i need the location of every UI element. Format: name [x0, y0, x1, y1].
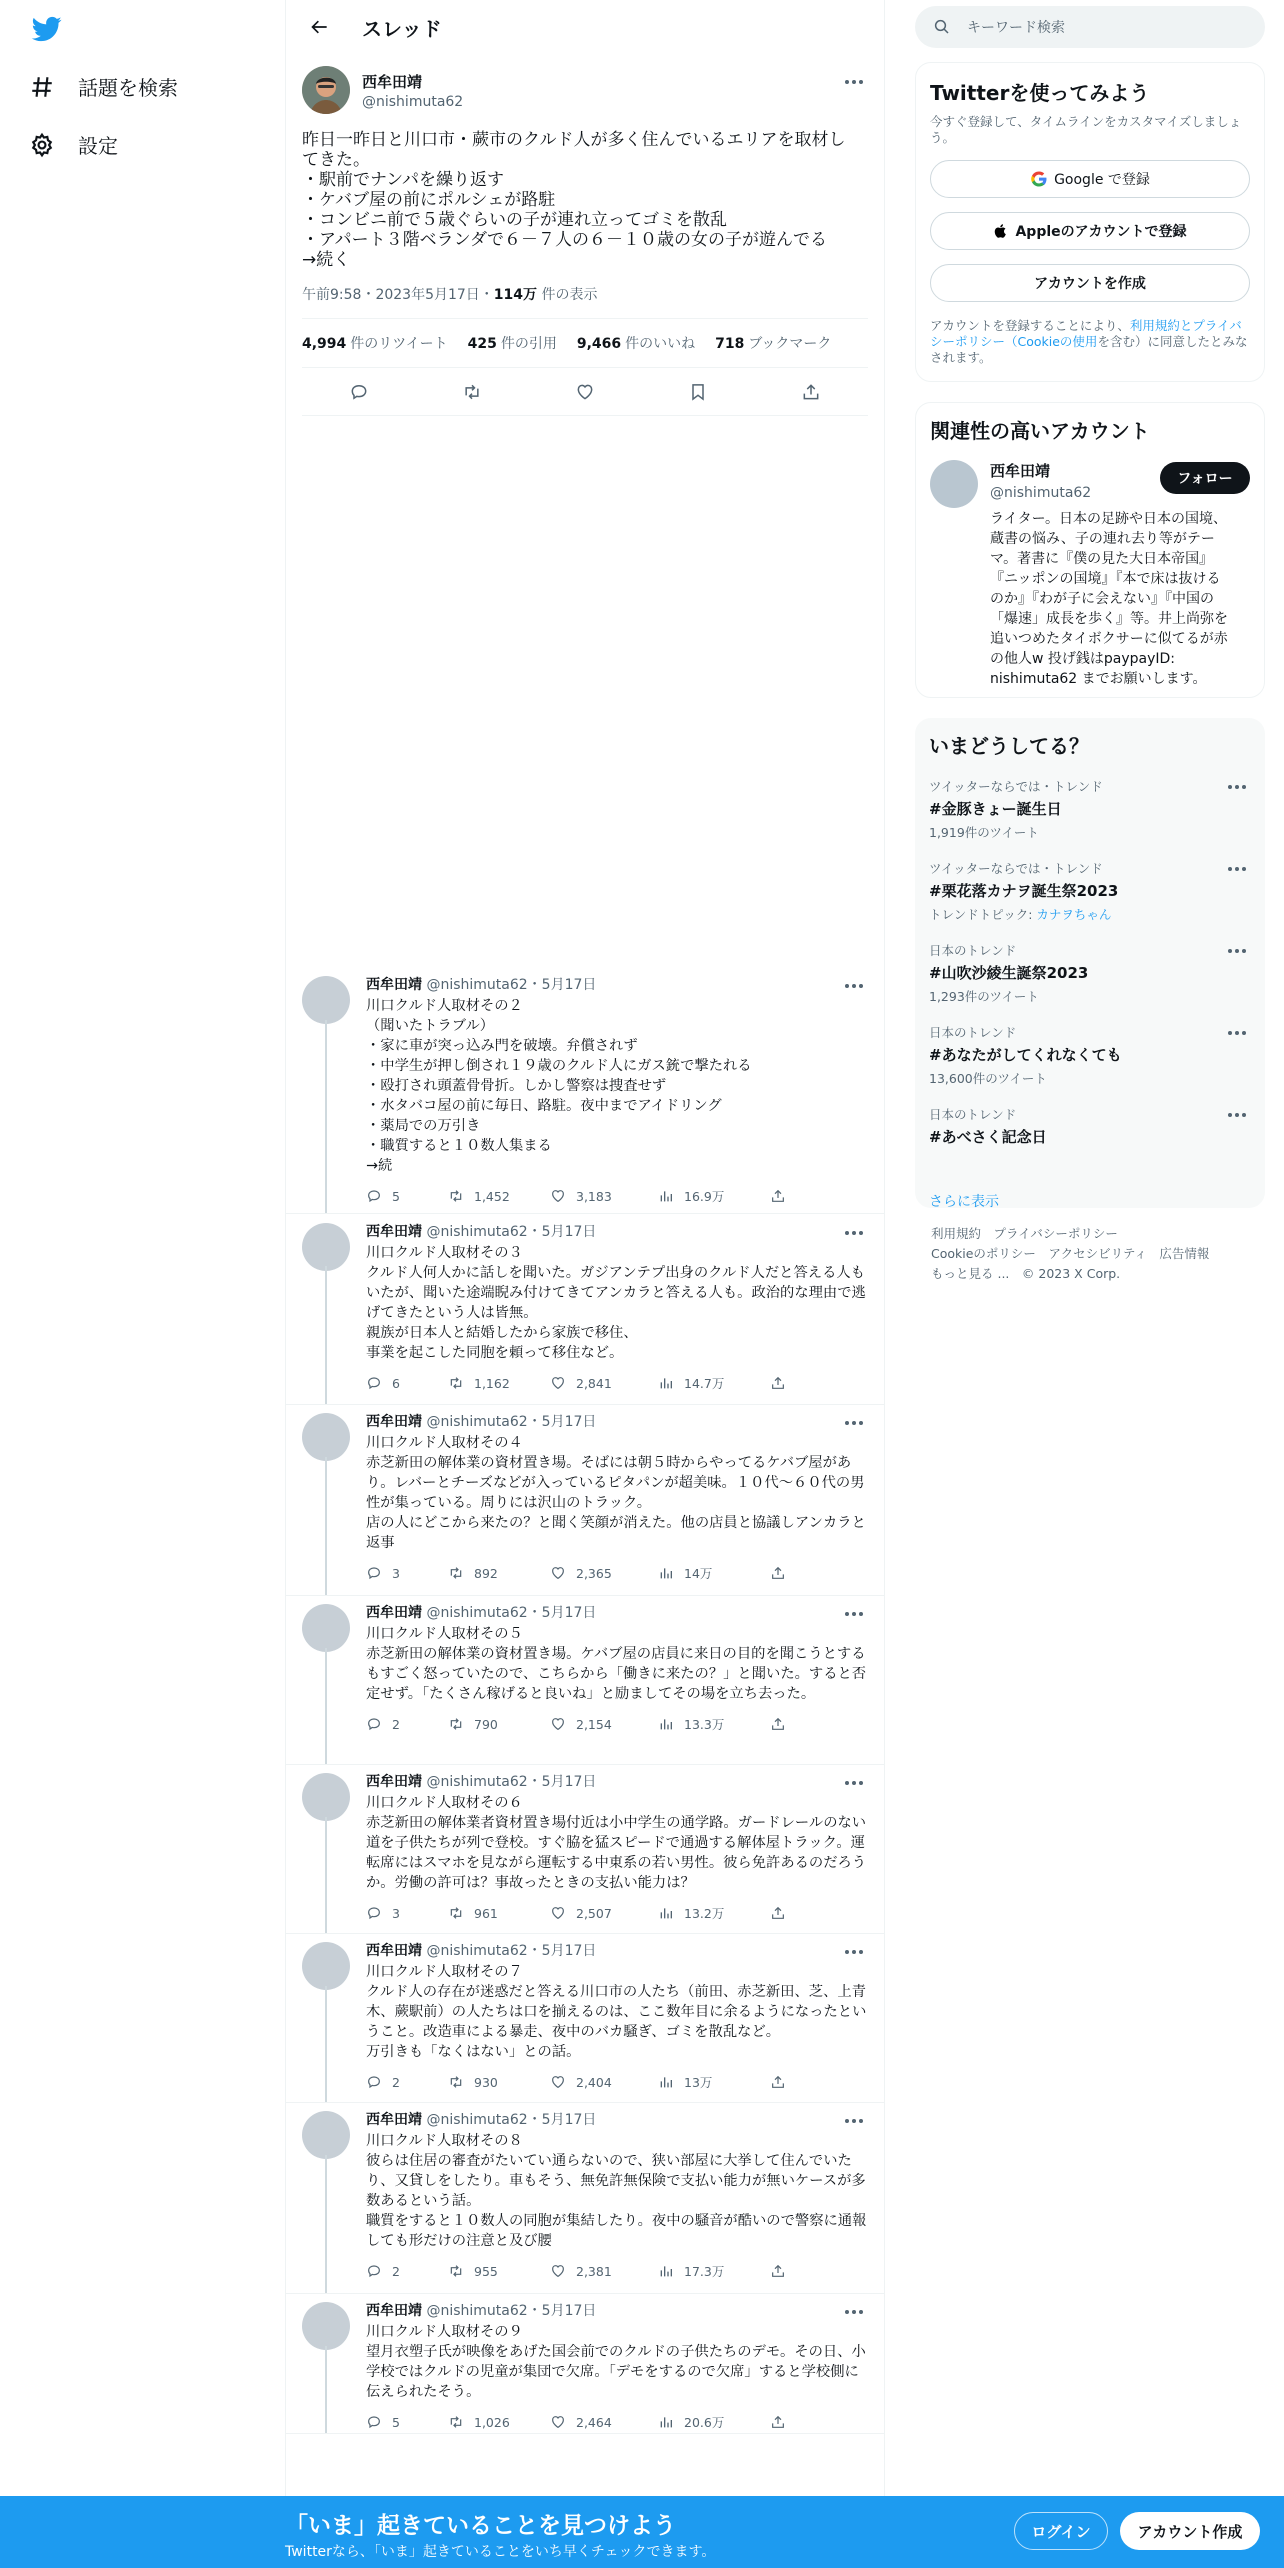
- avatar[interactable]: [302, 1773, 350, 1821]
- retweet-count: 790: [474, 1716, 498, 1732]
- share-button[interactable]: [770, 2074, 786, 2090]
- like-button[interactable]: [550, 2263, 658, 2279]
- thread-line: [325, 1817, 327, 1933]
- reply-meta[interactable]: @nishimuta62・5月17日: [426, 1605, 597, 1621]
- retweet-icon: [448, 1565, 464, 1581]
- trend-title: #あべさく記念日: [929, 1128, 1047, 1146]
- footer-copyright: © 2023 X Corp.: [1021, 1266, 1121, 1281]
- tweet-timestamp[interactable]: 午前9:58・2023年5月17日・: [302, 287, 494, 303]
- like-count: 2,507: [576, 1905, 612, 1921]
- reply-count: 2: [392, 2263, 400, 2279]
- more-icon[interactable]: [840, 1604, 868, 1624]
- share-icon: [770, 2074, 786, 2090]
- reply-actions: [366, 2062, 868, 2102]
- reply-text: 川口クルド人取材その９ 望月衣塑子氏が映像をあげた国会前でのクルドの子供たちのデモ。その日、小学校ではクルドの児童が集団で欠席。「デモをするので欠席」すると学校側に伝えられたそう。: [366, 2324, 866, 2400]
- empty-area: [286, 416, 884, 968]
- trend-count: トレンドトピック: カナヲちゃん: [929, 907, 1112, 922]
- views-icon: [658, 1375, 674, 1391]
- reply-author-name[interactable]: 西牟田靖: [366, 2303, 422, 2319]
- share-icon: [770, 2414, 786, 2430]
- reply-text: 川口クルド人取材その７ クルド人の存在が迷惑だと答える川口市の人たち（前田、赤芝新田、芝、上青木、蕨駅前）の人たちは口を揃えるのは、ここ数年目に余るようになったということ。改造車による暴走、夜中のバカ騒ぎ、ゴミを散乱など。 万引きも「なくはない」との話。: [366, 1964, 867, 2060]
- trend-count: 13,600件のツイート: [929, 1071, 1047, 1086]
- share-button[interactable]: [770, 2414, 786, 2430]
- avatar[interactable]: [302, 1413, 350, 1461]
- views-icon: [658, 2414, 674, 2430]
- like-icon: [550, 1565, 566, 1581]
- apple-icon: [993, 223, 1009, 239]
- trend-list: [929, 777, 1251, 1187]
- main-tweet-meta: [302, 284, 868, 319]
- views-icon: [658, 1565, 674, 1581]
- retweet-button[interactable]: [448, 2074, 550, 2090]
- more-icon[interactable]: [1223, 941, 1251, 961]
- reply-actions: [366, 2251, 868, 2291]
- hashtag-icon: [28, 73, 56, 101]
- main-tweet-text: 昨日一昨日と川口市・蕨市のクルド人が多く住んでいるエリアを取材してきた。 ・駅前でナンパを繰り返す ・ケバブ屋の前にポルシェが路駐 ・コンビニ前で５歳ぐらいの子が連れ立ってゴミを散乱 ・アパート３階ベランダで６－７人の６－１０歳の女の子が遊んでる →続く: [302, 130, 846, 270]
- more-icon[interactable]: [840, 1942, 868, 1962]
- reply-tweet[interactable]: [286, 1765, 884, 1934]
- left-nav: [0, 0, 285, 2568]
- trend-topic-link[interactable]: カナヲちゃん: [1036, 907, 1112, 922]
- reply-button[interactable]: [366, 1188, 448, 1204]
- trends-title: いまどうしてる？: [929, 734, 1089, 758]
- views-count: 14.7万: [684, 1376, 725, 1391]
- retweet-count: 1,162: [474, 1375, 510, 1391]
- reply-tweet[interactable]: [286, 1596, 884, 1765]
- share-icon: [770, 1375, 786, 1391]
- search-icon: [933, 18, 951, 36]
- author-name[interactable]: 西牟田靖: [362, 72, 423, 91]
- share-button[interactable]: [770, 1905, 786, 1921]
- like-count: 3,183: [576, 1188, 612, 1204]
- views-icon: [658, 1188, 674, 1204]
- share-button[interactable]: [770, 2263, 786, 2279]
- reply-button[interactable]: [366, 1716, 448, 1732]
- share-icon[interactable]: [791, 372, 831, 412]
- reply-text: 川口クルド人取材その８ 彼らは住居の審査がたいてい通らないので、狭い部屋に大挙して住んでいたり、又貸しをしたり。車もそう、無免許無保険で支払い能力が無いケースが多数あるという話。 職質をすると１０数人の同胞が集結したり。夜中の騒音が酷いので警察に通報しても形だけの注意と及び腰: [366, 2133, 867, 2249]
- reply-tweet[interactable]: [286, 1405, 884, 1596]
- reply-button[interactable]: [366, 2414, 448, 2430]
- reply-button[interactable]: [366, 1565, 448, 1581]
- reply-header: [366, 1413, 868, 1431]
- more-icon[interactable]: [840, 1773, 868, 1793]
- retweet-button[interactable]: [448, 1905, 550, 1921]
- reply-list: [286, 968, 884, 2434]
- related-accounts-card: [915, 402, 1265, 698]
- trend-item[interactable]: [929, 859, 1251, 941]
- views-button[interactable]: [658, 1374, 770, 1392]
- reply-count: 5: [392, 2414, 400, 2430]
- reply-count: 2: [392, 1716, 400, 1732]
- trend-title: #金豚きょー誕生日: [929, 800, 1062, 818]
- trend-item[interactable]: [929, 777, 1251, 859]
- reply-icon: [366, 1375, 382, 1391]
- views-icon: [658, 2263, 674, 2279]
- more-icon[interactable]: [840, 2111, 868, 2131]
- more-icon[interactable]: [1223, 1023, 1251, 1043]
- retweet-button[interactable]: [448, 1565, 550, 1581]
- retweet-count: 955: [474, 2263, 498, 2279]
- like-button[interactable]: [550, 1716, 658, 1732]
- more-icon[interactable]: [1223, 859, 1251, 879]
- thread-column: [285, 0, 885, 2568]
- reply-text: 川口クルド人取材その４ 赤芝新田の解体業の資材置き場。そばには朝５時からやってるケバブ屋があり。レバーとチーズなどが入っているピタパンが超美味。１０代～６０代の男性が集っている。周りには沢山のトラック。 店の人にどこから来たの？と聞く笑顔が消えた。他の店員と協議しアンカラと返事: [366, 1435, 866, 1551]
- retweet-stat[interactable]: 4,994 件のリツイート: [302, 336, 448, 352]
- views-count: 14万: [684, 1566, 713, 1581]
- trend-category: 日本のトレンド: [929, 1107, 1017, 1122]
- like-button[interactable]: [550, 1375, 658, 1391]
- reply-meta[interactable]: @nishimuta62・5月17日: [426, 977, 597, 993]
- share-icon: [770, 1188, 786, 1204]
- author-handle[interactable]: @nishimuta62: [362, 93, 464, 110]
- reply-count: 3: [392, 1905, 400, 1921]
- footer-links: [931, 1224, 1209, 1284]
- thread-line: [325, 1986, 327, 2102]
- reply-text: 川口クルド人取材その５ 赤芝新田の解体業の資材置き場。ケバブ屋の店員に来日の目的を聞こうとするもすごく怒っていたので、こちらから「働きに来たの？」と聞いた。すると否定せず。「たくさん稼げると良いね」と励ましてその場を立ち去った。: [366, 1626, 867, 1702]
- bookmark-stat[interactable]: 718 ブックマーク: [715, 336, 832, 352]
- like-stat[interactable]: 9,466 件のいいね: [576, 336, 696, 352]
- view-label: 件の表示: [537, 287, 598, 303]
- like-icon: [550, 1375, 566, 1391]
- reply-icon: [366, 2263, 382, 2279]
- footer-more[interactable]: もっと見る ...: [931, 1266, 1010, 1281]
- more-icon[interactable]: [840, 1413, 868, 1433]
- retweet-count: 930: [474, 2074, 498, 2090]
- more-icon[interactable]: [840, 976, 868, 996]
- reply-header: [366, 1773, 868, 1791]
- follow-button[interactable]: フォロー: [1160, 462, 1250, 494]
- retweet-icon[interactable]: [452, 372, 492, 412]
- reply-button[interactable]: [366, 2263, 448, 2279]
- retweet-icon: [448, 2414, 464, 2430]
- reply-author-name[interactable]: 西牟田靖: [366, 2112, 422, 2128]
- retweet-button[interactable]: [448, 2414, 550, 2430]
- trend-category: 日本のトレンド: [929, 943, 1017, 958]
- footer-cookie[interactable]: Cookieのポリシー: [931, 1246, 1036, 1261]
- trend-title: #山吹沙綾生誕祭2023: [929, 964, 1089, 982]
- reply-meta[interactable]: @nishimuta62・5月17日: [426, 1774, 597, 1790]
- trends-card: [915, 718, 1265, 1208]
- create-account-button[interactable]: アカウントを作成: [930, 264, 1250, 302]
- reply-icon[interactable]: [339, 372, 379, 412]
- related-handle[interactable]: @nishimuta62: [990, 485, 1092, 501]
- nav-settings[interactable]: [28, 130, 118, 159]
- reply-header: [366, 1223, 868, 1241]
- avatar[interactable]: [302, 2302, 350, 2350]
- reply-tweet[interactable]: [286, 2294, 884, 2434]
- reply-actions: [366, 1363, 868, 1403]
- reply-button[interactable]: [366, 1905, 448, 1921]
- reply-actions: [366, 1553, 868, 1593]
- retweet-count: 1,026: [474, 2414, 510, 2430]
- trend-item[interactable]: [929, 1023, 1251, 1105]
- retweet-count: 892: [474, 1565, 498, 1581]
- like-count: 2,464: [576, 2414, 612, 2430]
- avatar[interactable]: [302, 66, 350, 114]
- main-tweet-stats: [302, 319, 868, 368]
- reply-text: 川口クルド人取材その２ （聞いたトラブル） ・家に車が突っ込み門を破壊。弁償されず ・中学生が押し倒され１９歳のクルド人にガス銃で撃たれる ・殴打され頭蓋骨骨折。しかし警察は捜査せず ・水タバコ屋の前に毎日、路駐。夜中までアイドリング ・薬局での万引き ・職質すると１０数人集まる →続: [366, 998, 752, 1174]
- reply-actions: [366, 1176, 868, 1216]
- thread-line: [325, 2346, 327, 2433]
- like-button[interactable]: [550, 2074, 658, 2090]
- reply-count: 5: [392, 1188, 400, 1204]
- like-count: 2,381: [576, 2263, 612, 2279]
- related-bio: ライター。日本の足跡や日本の国境、蔵書の悩み、子の連れ去り等がテーマ。著書に『僕の見た大日本帝国』『ニッポンの国境』『本で床は抜けるのか』『わが子に会えない』『中国の「爆速」成長を歩く』等。井上尚弥を追いつめたタイボクサーに似てるが赤の他人w 投げ銭はpaypayID: nishimuta62 までお願いします。: [990, 511, 1228, 687]
- signup-legal: アカウントを登録することにより、利用規約とプライバシーポリシー（Cookieの使用を含む）に同意したとみなされます。: [930, 318, 1248, 365]
- like-icon: [550, 1905, 566, 1921]
- nav-explore-label: 話題を検索: [78, 76, 178, 100]
- google-signup-button[interactable]: Google で登録: [930, 160, 1250, 198]
- signup-button[interactable]: アカウント作成: [1120, 2512, 1260, 2550]
- like-button[interactable]: [550, 2414, 658, 2430]
- views-count: 20.6万: [684, 2415, 725, 2430]
- share-button[interactable]: [770, 1565, 786, 1581]
- views-button[interactable]: [658, 2262, 770, 2280]
- thread-header: [286, 0, 884, 54]
- views-button[interactable]: [658, 2073, 770, 2091]
- reply-meta[interactable]: @nishimuta62・5月17日: [426, 1943, 597, 1959]
- reply-button[interactable]: [366, 2074, 448, 2090]
- reply-header: [366, 2302, 868, 2320]
- like-icon: [550, 1716, 566, 1732]
- avatar[interactable]: [302, 1942, 350, 1990]
- trend-category: ツイッターならでは・トレンド: [929, 861, 1103, 876]
- trend-item[interactable]: [929, 941, 1251, 1023]
- more-icon[interactable]: [840, 1223, 868, 1243]
- related-account[interactable]: [930, 460, 1250, 700]
- like-icon: [550, 2414, 566, 2430]
- footer-privacy[interactable]: プライバシーポリシー: [993, 1226, 1118, 1241]
- share-button[interactable]: [770, 1716, 786, 1732]
- like-count: 2,404: [576, 2074, 612, 2090]
- thread-line: [325, 1020, 327, 1213]
- avatar[interactable]: [302, 976, 350, 1024]
- reply-count: 3: [392, 1565, 400, 1581]
- retweet-count: 1,452: [474, 1188, 510, 1204]
- reply-author-name[interactable]: 西牟田靖: [366, 977, 422, 993]
- views-icon: [658, 1905, 674, 1921]
- views-button[interactable]: [658, 2413, 770, 2431]
- reply-tweet[interactable]: [286, 2103, 884, 2294]
- avatar[interactable]: [302, 1223, 350, 1271]
- retweet-icon: [448, 1188, 464, 1204]
- reply-actions: [366, 1893, 868, 1933]
- reply-icon: [366, 2414, 382, 2430]
- views-button[interactable]: [658, 1187, 770, 1205]
- like-icon: [550, 2074, 566, 2090]
- avatar[interactable]: [302, 2111, 350, 2159]
- reply-meta[interactable]: @nishimuta62・5月17日: [426, 1224, 597, 1240]
- related-title: 関連性の高いアカウント: [930, 419, 1150, 443]
- thread-line: [325, 1457, 327, 1595]
- main-tweet-author: [302, 64, 868, 116]
- share-icon: [770, 1716, 786, 1732]
- search-placeholder: キーワード検索: [967, 20, 1065, 36]
- login-button[interactable]: ログイン: [1014, 2512, 1108, 2550]
- reply-icon: [366, 2074, 382, 2090]
- retweet-icon: [448, 2263, 464, 2279]
- thread-title: スレッド: [362, 16, 442, 41]
- reply-text: 川口クルド人取材その３ クルド人何人かに話しを聞いた。ガジアンテプ出身のクルド人だと答える人もいたが、聞いた途端睨み付けてきてアンカラと答える人も。政治的な理由で逃げてきたという人は皆無。 親族が日本人と結婚したから家族で移住、 事業を起こした同胞を頼って移住など。: [366, 1245, 866, 1361]
- trend-count: 1,293件のツイート: [929, 989, 1039, 1004]
- signup-sub: 今すぐ登録して、タイムラインをカスタマイズしましょう。: [930, 114, 1242, 145]
- bookmark-icon[interactable]: [678, 372, 718, 412]
- reply-tweet[interactable]: [286, 968, 884, 1214]
- reply-button[interactable]: [366, 1375, 448, 1391]
- like-button[interactable]: [550, 1905, 658, 1921]
- reply-header: [366, 2111, 868, 2129]
- share-icon: [770, 2263, 786, 2279]
- more-icon[interactable]: [840, 72, 868, 92]
- reply-header: [366, 1942, 868, 1960]
- like-icon[interactable]: [565, 372, 605, 412]
- reply-actions: [366, 2402, 868, 2442]
- retweet-icon: [448, 1375, 464, 1391]
- reply-tweet[interactable]: [286, 1214, 884, 1405]
- views-button[interactable]: [658, 1564, 770, 1582]
- like-count: 2,365: [576, 1565, 612, 1581]
- views-button[interactable]: [658, 1715, 770, 1733]
- views-count: 13万: [684, 2075, 713, 2090]
- twitter-logo-icon[interactable]: [30, 14, 64, 44]
- terms-link[interactable]: 利用規約とプライバシーポリシー（Cookieの使用: [930, 318, 1242, 349]
- reply-author-name[interactable]: 西牟田靖: [366, 1414, 422, 1430]
- thread-line: [325, 2155, 327, 2293]
- google-icon: [1030, 170, 1048, 188]
- views-count: 13.3万: [684, 1717, 725, 1732]
- main-tweet: [286, 54, 884, 416]
- footer-terms[interactable]: 利用規約: [931, 1226, 982, 1241]
- reply-meta[interactable]: @nishimuta62・5月17日: [426, 2303, 597, 2319]
- trend-item[interactable]: [929, 1105, 1251, 1187]
- more-icon[interactable]: [840, 2302, 868, 2322]
- like-count: 2,841: [576, 1375, 612, 1391]
- search-input[interactable]: [915, 6, 1265, 48]
- thread-line: [325, 1266, 327, 1404]
- trend-category: 日本のトレンド: [929, 1025, 1017, 1040]
- like-button[interactable]: [550, 1565, 658, 1581]
- quote-stat[interactable]: 425 件の引用: [467, 336, 557, 352]
- footer-ads[interactable]: 広告情報: [1159, 1246, 1210, 1261]
- like-icon: [550, 1188, 566, 1204]
- like-count: 2,154: [576, 1716, 612, 1732]
- apple-signup-button[interactable]: Appleのアカウントで登録: [930, 212, 1250, 250]
- reply-actions: [366, 1704, 868, 1744]
- reply-author-name[interactable]: 西牟田靖: [366, 1943, 422, 1959]
- reply-meta[interactable]: @nishimuta62・5月17日: [426, 1414, 597, 1430]
- reply-tweet[interactable]: [286, 1934, 884, 2103]
- avatar[interactable]: [930, 460, 978, 508]
- retweet-icon: [448, 1716, 464, 1732]
- reply-text: 川口クルド人取材その６ 赤芝新田の解体業者資材置き場付近は小中学生の通学路。ガードレールのない道を子供たちが列で登校。すぐ脇を猛スピードで通過する解体屋トラック。運転席にはスマホを見ながら運転する中東系の若い男性。彼ら免許あるのだろうか。労働の許可は？事故ったときの支払い能力は？: [366, 1795, 867, 1891]
- related-name[interactable]: 西牟田靖: [990, 462, 1051, 480]
- trend-title: #栗花落カナヲ誕生祭2023: [929, 882, 1119, 900]
- retweet-count: 961: [474, 1905, 498, 1921]
- reply-author-name[interactable]: 西牟田靖: [366, 1605, 422, 1621]
- reply-icon: [366, 1565, 382, 1581]
- trend-count: 1,919件のツイート: [929, 825, 1039, 840]
- avatar[interactable]: [302, 1604, 350, 1652]
- views-button[interactable]: [658, 1904, 770, 1922]
- trend-title: #あなたがしてくれなくても: [929, 1046, 1122, 1064]
- reply-count: 6: [392, 1375, 400, 1391]
- reply-header: [366, 1604, 868, 1622]
- like-button[interactable]: [550, 1188, 658, 1204]
- views-icon: [658, 1716, 674, 1732]
- trend-category: ツイッターならでは・トレンド: [929, 779, 1103, 794]
- bottom-signup-bar: [0, 2496, 1284, 2568]
- main-tweet-actions: [302, 368, 868, 416]
- reply-author-name[interactable]: 西牟田靖: [366, 1774, 422, 1790]
- signup-title: Twitterを使ってみよう: [930, 81, 1150, 105]
- reply-icon: [366, 1716, 382, 1732]
- view-count: 114万: [493, 287, 538, 303]
- footer-accessibility[interactable]: アクセシビリティ: [1048, 1246, 1147, 1261]
- retweet-button[interactable]: [448, 1188, 550, 1204]
- gear-icon: [28, 131, 56, 159]
- views-count: 13.2万: [684, 1906, 725, 1921]
- views-count: 17.3万: [684, 2264, 725, 2279]
- reply-icon: [366, 1188, 382, 1204]
- share-button[interactable]: [770, 1188, 786, 1204]
- reply-icon: [366, 1905, 382, 1921]
- thread-line: [325, 1648, 327, 1764]
- views-count: 16.9万: [684, 1189, 725, 1204]
- reply-header: [366, 976, 868, 994]
- reply-count: 2: [392, 2074, 400, 2090]
- retweet-button[interactable]: [448, 1375, 550, 1391]
- reply-author-name[interactable]: 西牟田靖: [366, 1224, 422, 1240]
- bottom-bar-title: 「いま」起きていることを見つけよう: [285, 2513, 676, 2539]
- nav-settings-label: 設定: [78, 134, 118, 158]
- retweet-button[interactable]: [448, 2263, 550, 2279]
- reply-meta[interactable]: @nishimuta62・5月17日: [426, 2112, 597, 2128]
- retweet-icon: [448, 2074, 464, 2090]
- retweet-icon: [448, 1905, 464, 1921]
- share-icon: [770, 1565, 786, 1581]
- share-button[interactable]: [770, 1375, 786, 1391]
- retweet-button[interactable]: [448, 1716, 550, 1732]
- signup-card: [915, 62, 1265, 382]
- back-arrow-icon[interactable]: [302, 9, 338, 45]
- show-more-link[interactable]: さらに表示: [929, 1194, 999, 1210]
- nav-explore[interactable]: [28, 72, 178, 101]
- bottom-bar-subtitle: Twitterなら、「いま」起きていることをいち早くチェックできます。: [285, 2544, 716, 2560]
- more-icon[interactable]: [1223, 1105, 1251, 1125]
- share-icon: [770, 1905, 786, 1921]
- more-icon[interactable]: [1223, 777, 1251, 797]
- views-icon: [658, 2074, 674, 2090]
- like-icon: [550, 2263, 566, 2279]
